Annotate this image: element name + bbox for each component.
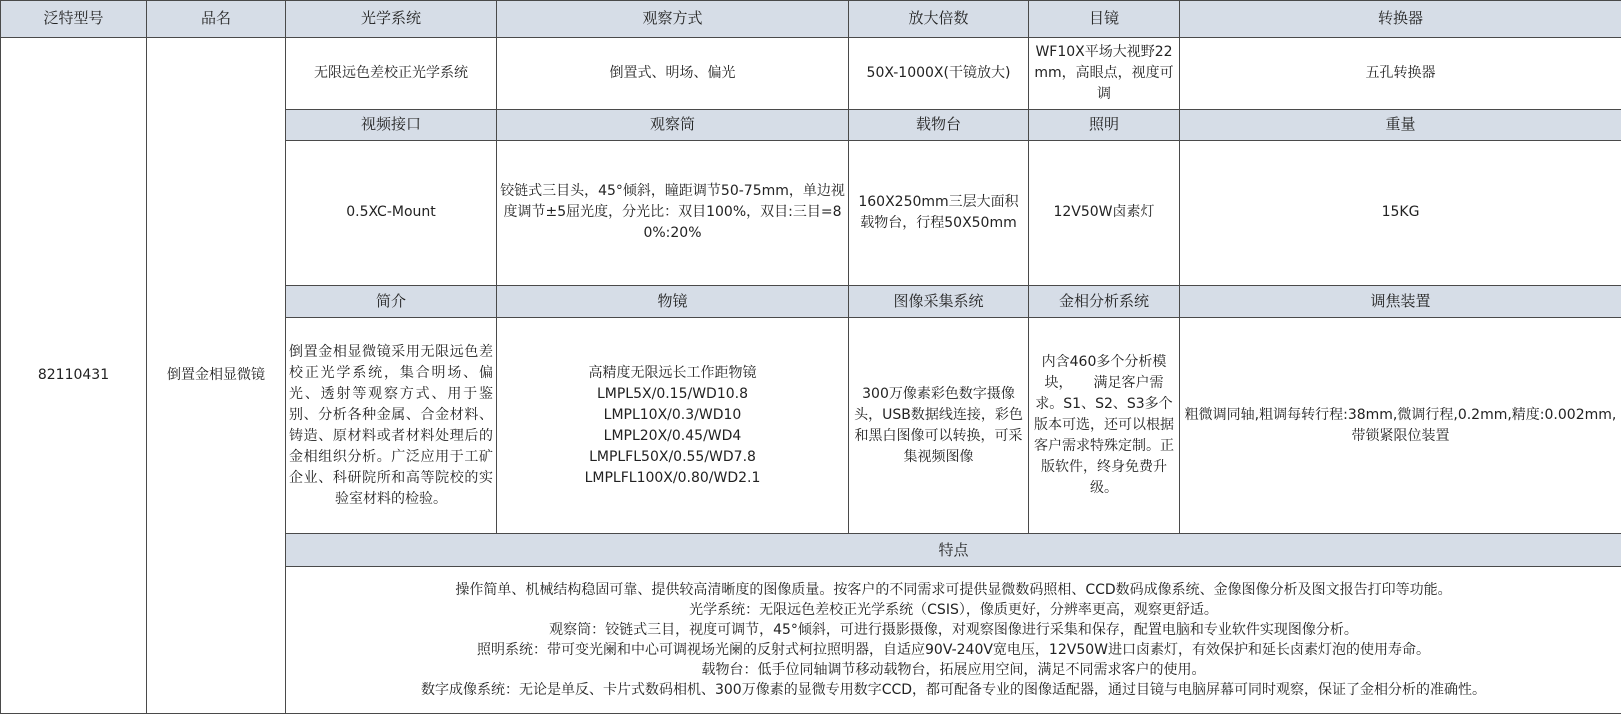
magnification-value: 50X-1000X(干镜放大): [849, 37, 1029, 109]
observation-header: 观察方式: [497, 1, 849, 38]
lighting-header: 照明: [1029, 109, 1180, 140]
objective-item: LMPLFL100X/0.80/WD2.1: [584, 469, 761, 486]
data-row-1: [1, 37, 1621, 109]
video-value: 0.5XC-Mount: [286, 140, 497, 285]
objective-item: LMPL5X/0.15/WD10.8: [596, 385, 749, 402]
magnification-header: 放大倍数: [849, 1, 1029, 38]
optical-system-header: 光学系统: [286, 1, 497, 38]
features-header: 特点: [286, 534, 1621, 567]
feature-line: 光学系统：无限远色差校正光学系统（CSIS），像质更好，分辨率更高，观察更舒适。: [689, 602, 1218, 619]
features-body: [286, 567, 1621, 714]
weight-value: 15KG: [1180, 140, 1621, 285]
intro-header: 简介: [286, 285, 497, 318]
image-system-header: 图像采集系统: [849, 285, 1029, 318]
feature-line: 载物台：低手位同轴调节移动载物台，拓展应用空间，满足不同需求客户的使用。: [701, 662, 1206, 679]
feature-line: 观察筒：铰链式三目，视度可调节，45°倾斜，可进行摄影摄像，对观察图像进行采集和保存，配置电脑和专业软件实现图像分析。: [549, 622, 1358, 639]
image-system-value: 300万像素彩色数字摄像头，USB数据线连接，彩色和黑白图像可以转换，可采集视频图像: [849, 318, 1029, 534]
focus-header: 调焦装置: [1180, 285, 1621, 318]
objective-header: 物镜: [497, 285, 849, 318]
observation-value: 倒置式、明场、偏光: [497, 37, 849, 109]
objective-item: 高精度无限远长工作距物镜: [588, 364, 757, 381]
name-header: 品名: [147, 1, 286, 38]
lighting-value: 12V50W卤素灯: [1029, 140, 1180, 285]
optical-system-value: 无限远色差校正光学系统: [286, 37, 497, 109]
model-header: 泛特型号: [1, 1, 147, 38]
objective-item: LMPL10X/0.3/WD10: [603, 406, 742, 423]
analysis-header: 金相分析系统: [1029, 285, 1180, 318]
video-header: 视频接口: [286, 109, 497, 140]
header-row-1: [1, 1, 1621, 38]
stage-header: 载物台: [849, 109, 1029, 140]
objective-item: LMPL20X/0.45/WD4: [603, 427, 742, 444]
converter-value: 五孔转换器: [1180, 37, 1621, 109]
product-name: 倒置金相显微镜: [147, 37, 286, 713]
objective-list: [497, 318, 849, 534]
feature-line: 照明系统：带可变光阑和中心可调视场光阑的反射式柯拉照明器，自适应90V-240V宽电压，12V50W进口卤素灯，有效保护和延长卤素灯泡的使用寿命。: [477, 642, 1430, 659]
feature-line: 操作简单、机械结构稳固可靠、提供较高清晰度的图像质量。按客户的不同需求可提供显微数码照相、CCD数码成像系统、金像图像分析及图文报告打印等功能。: [455, 582, 1452, 599]
focus-value: 粗微调同轴,粗调每转行程:38mm,微调行程,0.2mm,精度:0.002mm,带锁紧限位装置: [1180, 318, 1621, 534]
intro-value: 倒置金相显微镜采用无限远色差校正光学系统，集合明场、偏光、透射等观察方式、用于鉴别、分析各种金属、合金材料、铸造、原材料或者材料处理后的金相组织分析。广泛应用于工矿企业、科研院所和高等院校的实验室材料的检验。: [286, 318, 497, 534]
feature-line: 数字成像系统：无论是单反、卡片式数码相机、300万像素的显微专用数字CCD，都可配备专业的图像适配器，通过目镜与电脑屏幕可同时观察，保证了金相分析的准确性。: [420, 682, 1487, 699]
stage-value: 160X250mm三层大面积载物台，行程50X50mm: [849, 140, 1029, 285]
eyepiece-header: 目镜: [1029, 1, 1180, 38]
converter-header: 转换器: [1180, 1, 1621, 38]
analysis-value: 内含460多个分析模块， 满足客户需求。S1、S2、S3多个版本可选，还可以根据客户需求特殊定制。正版软件，终身免费升级。: [1029, 318, 1180, 534]
tube-header: 观察筒: [497, 109, 849, 140]
model-value: 82110431: [1, 37, 147, 713]
weight-header: 重量: [1180, 109, 1621, 140]
tube-value: 铰链式三目头，45°倾斜，瞳距调节50-75mm，单边视度调节±5屈光度，分光比：双目100%，双目:三目=80%:20%: [497, 140, 849, 285]
objective-item: LMPLFL50X/0.55/WD7.8: [589, 448, 756, 465]
eyepiece-value: WF10X平场大视野22mm，高眼点，视度可调: [1029, 37, 1180, 109]
